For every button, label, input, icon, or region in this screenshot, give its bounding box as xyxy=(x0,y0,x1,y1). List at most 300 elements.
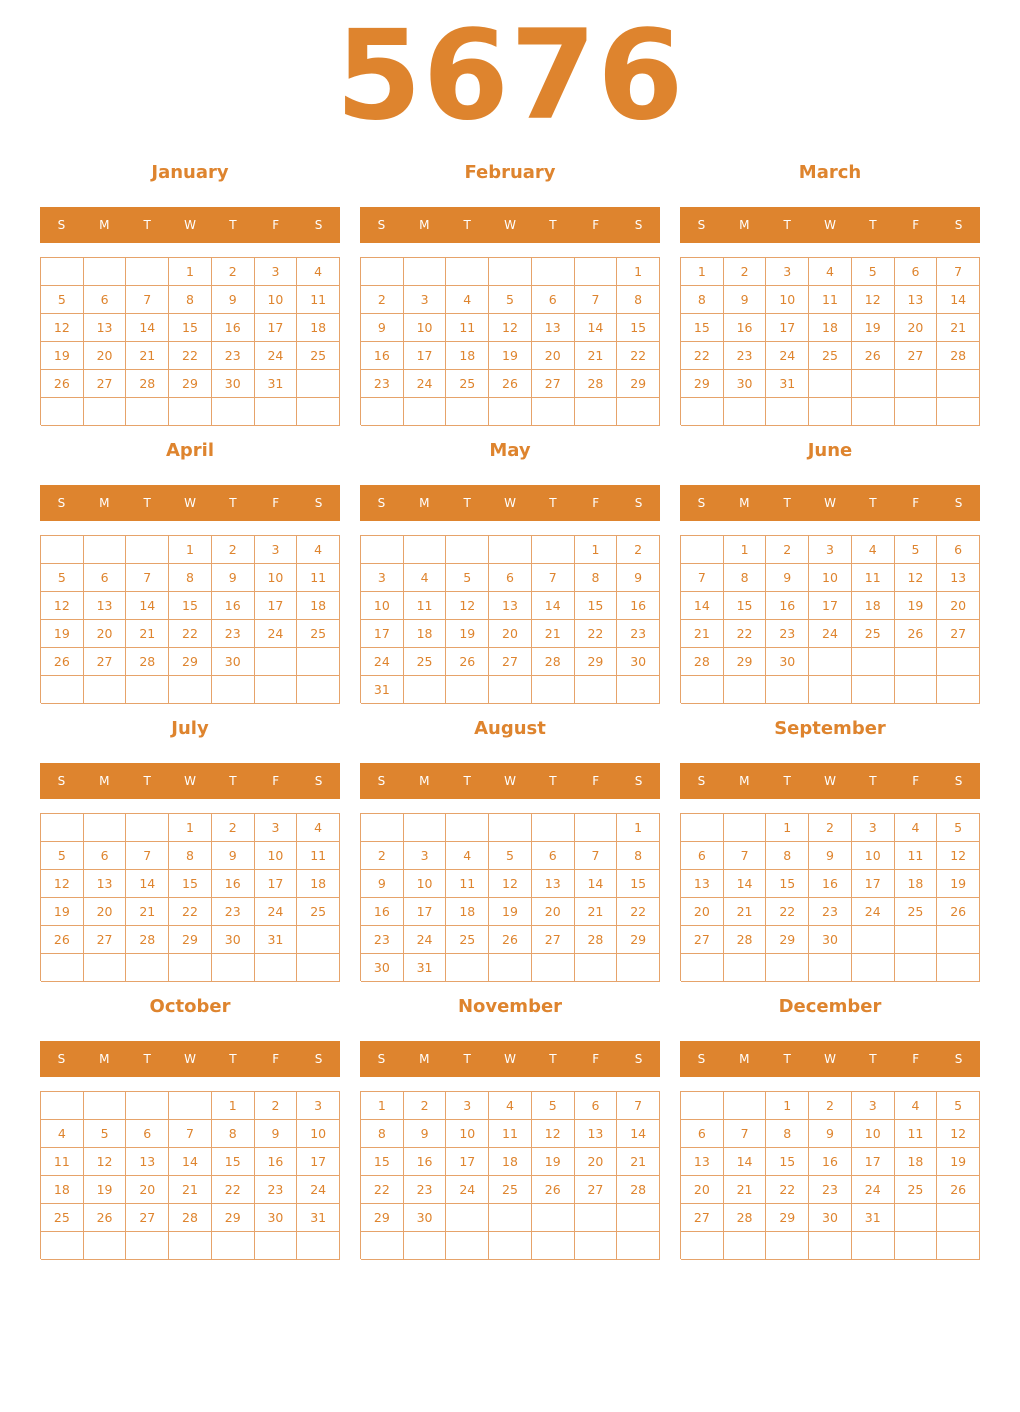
day-cell: 6 xyxy=(532,842,575,870)
day-cell: 7 xyxy=(126,564,169,592)
day-cell: 28 xyxy=(169,1204,212,1232)
day-cell: 24 xyxy=(404,926,447,954)
day-cell: 26 xyxy=(895,620,938,648)
weekday-label: M xyxy=(419,774,430,788)
month-name: October xyxy=(149,996,231,1017)
day-cell: 12 xyxy=(489,870,532,898)
weekday-label: T xyxy=(783,218,791,232)
day-cell xyxy=(126,398,169,426)
day-cell: 6 xyxy=(532,286,575,314)
day-cell xyxy=(169,676,212,704)
day-cell: 27 xyxy=(681,926,724,954)
day-cell xyxy=(895,1204,938,1232)
weekday-label: S xyxy=(314,774,323,788)
day-cell: 14 xyxy=(724,1148,767,1176)
day-cell: 15 xyxy=(724,592,767,620)
day-cell: 30 xyxy=(361,954,404,982)
day-cell: 29 xyxy=(766,926,809,954)
day-cell xyxy=(937,370,980,398)
day-cell: 17 xyxy=(255,592,298,620)
day-cell: 22 xyxy=(169,342,212,370)
weekday-label: M xyxy=(739,774,750,788)
day-cell: 20 xyxy=(532,898,575,926)
day-cell: 10 xyxy=(255,842,298,870)
day-cell xyxy=(212,954,255,982)
day-cell: 30 xyxy=(809,926,852,954)
day-cell: 10 xyxy=(809,564,852,592)
day-cell xyxy=(681,954,724,982)
day-cell xyxy=(255,648,298,676)
day-cell: 29 xyxy=(169,370,212,398)
day-cell: 1 xyxy=(575,536,618,564)
day-cell xyxy=(852,398,895,426)
day-cell: 15 xyxy=(169,592,212,620)
day-cell xyxy=(446,398,489,426)
day-cell: 30 xyxy=(404,1204,447,1232)
day-cell xyxy=(532,258,575,286)
day-cell xyxy=(169,954,212,982)
weekday-label: W xyxy=(824,1052,836,1066)
day-cell: 8 xyxy=(617,286,660,314)
day-cell: 18 xyxy=(446,342,489,370)
day-cell: 25 xyxy=(41,1204,84,1232)
day-cell: 14 xyxy=(169,1148,212,1176)
weekday-label: M xyxy=(739,218,750,232)
day-cell: 2 xyxy=(809,814,852,842)
weekday-label: T xyxy=(229,496,237,510)
day-cell: 20 xyxy=(84,620,127,648)
day-cell xyxy=(489,954,532,982)
day-cell xyxy=(809,370,852,398)
day-cell: 28 xyxy=(937,342,980,370)
day-cell: 16 xyxy=(212,592,255,620)
day-cell: 21 xyxy=(126,342,169,370)
weekday-label: F xyxy=(272,774,280,788)
day-cell: 21 xyxy=(169,1176,212,1204)
day-cell: 5 xyxy=(532,1092,575,1120)
day-cell: 8 xyxy=(617,842,660,870)
weekday-label: S xyxy=(377,496,386,510)
weekday-label: T xyxy=(463,1052,471,1066)
day-cell xyxy=(126,954,169,982)
day-cell: 25 xyxy=(895,898,938,926)
day-cell xyxy=(895,398,938,426)
weekday-label: S xyxy=(697,1052,706,1066)
day-cell: 1 xyxy=(212,1092,255,1120)
day-cell: 25 xyxy=(297,342,340,370)
day-cell: 6 xyxy=(84,286,127,314)
day-cell: 20 xyxy=(532,342,575,370)
day-cell xyxy=(489,536,532,564)
day-cell xyxy=(361,258,404,286)
weekday-label: S xyxy=(634,774,643,788)
weekday-label: T xyxy=(549,774,557,788)
day-cell xyxy=(681,536,724,564)
day-cell xyxy=(446,676,489,704)
day-cell xyxy=(212,676,255,704)
day-cell: 14 xyxy=(681,592,724,620)
day-cell: 1 xyxy=(169,814,212,842)
day-cell: 18 xyxy=(297,314,340,342)
day-cell xyxy=(575,676,618,704)
day-cell: 17 xyxy=(361,620,404,648)
day-cell xyxy=(681,814,724,842)
day-cell xyxy=(532,814,575,842)
day-cell: 12 xyxy=(852,286,895,314)
day-cell: 29 xyxy=(169,926,212,954)
day-cell: 11 xyxy=(297,842,340,870)
weekday-label: S xyxy=(57,1052,66,1066)
day-cell xyxy=(937,648,980,676)
day-cell xyxy=(84,258,127,286)
day-cell xyxy=(361,536,404,564)
weekday-label: T xyxy=(783,774,791,788)
day-cell: 23 xyxy=(724,342,767,370)
day-cell: 1 xyxy=(169,536,212,564)
day-cell: 19 xyxy=(84,1176,127,1204)
day-cell: 13 xyxy=(84,314,127,342)
day-cell: 1 xyxy=(617,258,660,286)
day-cell: 24 xyxy=(852,898,895,926)
day-cell xyxy=(489,814,532,842)
day-cell xyxy=(126,676,169,704)
day-cell xyxy=(532,1232,575,1260)
day-cell xyxy=(41,398,84,426)
day-grid xyxy=(680,257,980,425)
weekday-label: W xyxy=(504,774,516,788)
weekday-label: F xyxy=(912,496,920,510)
weekday-label: T xyxy=(549,218,557,232)
day-cell: 13 xyxy=(489,592,532,620)
day-cell xyxy=(575,398,618,426)
day-cell: 9 xyxy=(212,286,255,314)
day-cell xyxy=(255,1232,298,1260)
weekday-label: T xyxy=(463,496,471,510)
weekday-label: M xyxy=(739,496,750,510)
day-cell: 3 xyxy=(297,1092,340,1120)
day-cell xyxy=(895,676,938,704)
day-cell: 30 xyxy=(617,648,660,676)
weekday-header xyxy=(40,1041,340,1077)
day-cell: 10 xyxy=(766,286,809,314)
day-cell xyxy=(532,676,575,704)
day-cell: 3 xyxy=(255,258,298,286)
month-name: November xyxy=(457,996,563,1017)
day-cell xyxy=(84,676,127,704)
day-cell: 18 xyxy=(41,1176,84,1204)
day-cell: 5 xyxy=(41,564,84,592)
day-cell: 8 xyxy=(169,842,212,870)
day-cell: 8 xyxy=(361,1120,404,1148)
day-cell xyxy=(41,1232,84,1260)
day-cell xyxy=(681,1232,724,1260)
day-cell xyxy=(41,1092,84,1120)
day-cell: 5 xyxy=(41,842,84,870)
day-cell: 17 xyxy=(446,1148,489,1176)
day-cell: 24 xyxy=(766,342,809,370)
weekday-label: S xyxy=(57,774,66,788)
weekday-label: S xyxy=(314,1052,323,1066)
day-cell: 1 xyxy=(724,536,767,564)
day-cell: 21 xyxy=(575,898,618,926)
day-cell xyxy=(41,258,84,286)
day-cell: 14 xyxy=(617,1120,660,1148)
day-cell: 28 xyxy=(126,370,169,398)
day-cell: 14 xyxy=(575,870,618,898)
day-cell: 19 xyxy=(489,898,532,926)
day-cell xyxy=(724,1092,767,1120)
day-cell: 19 xyxy=(41,342,84,370)
day-grid xyxy=(40,257,340,425)
weekday-header xyxy=(680,1041,980,1077)
day-cell: 27 xyxy=(681,1204,724,1232)
weekday-label: M xyxy=(739,1052,750,1066)
weekday-header xyxy=(680,207,980,243)
day-cell: 17 xyxy=(809,592,852,620)
weekday-label: T xyxy=(143,1052,151,1066)
day-cell: 5 xyxy=(895,536,938,564)
day-cell: 6 xyxy=(681,1120,724,1148)
weekday-label: F xyxy=(592,218,600,232)
day-cell: 27 xyxy=(937,620,980,648)
day-cell: 12 xyxy=(41,314,84,342)
day-cell: 7 xyxy=(681,564,724,592)
day-cell: 4 xyxy=(297,814,340,842)
day-cell: 5 xyxy=(937,814,980,842)
day-cell xyxy=(489,676,532,704)
weekday-label: S xyxy=(954,496,963,510)
day-cell xyxy=(724,1232,767,1260)
day-cell xyxy=(532,536,575,564)
day-cell: 13 xyxy=(84,592,127,620)
day-cell: 11 xyxy=(404,592,447,620)
day-cell: 9 xyxy=(617,564,660,592)
day-cell: 3 xyxy=(809,536,852,564)
day-cell: 11 xyxy=(446,314,489,342)
day-cell xyxy=(404,676,447,704)
day-cell xyxy=(404,536,447,564)
day-cell: 24 xyxy=(404,370,447,398)
day-cell xyxy=(126,814,169,842)
day-cell: 2 xyxy=(212,814,255,842)
day-cell: 24 xyxy=(255,342,298,370)
day-cell: 9 xyxy=(255,1120,298,1148)
weekday-header xyxy=(680,763,980,799)
day-cell: 11 xyxy=(895,842,938,870)
day-cell: 21 xyxy=(575,342,618,370)
weekday-label: F xyxy=(592,496,600,510)
day-cell: 8 xyxy=(212,1120,255,1148)
weekday-label: W xyxy=(824,496,836,510)
day-cell: 29 xyxy=(681,370,724,398)
day-cell: 17 xyxy=(255,314,298,342)
day-cell: 29 xyxy=(617,926,660,954)
month-name: December xyxy=(778,996,882,1017)
weekday-label: T xyxy=(869,774,877,788)
day-cell: 8 xyxy=(766,842,809,870)
day-cell: 26 xyxy=(84,1204,127,1232)
day-cell: 9 xyxy=(809,842,852,870)
day-cell xyxy=(126,258,169,286)
day-cell: 24 xyxy=(446,1176,489,1204)
day-cell: 6 xyxy=(126,1120,169,1148)
day-cell xyxy=(446,1204,489,1232)
weekday-label: S xyxy=(697,774,706,788)
day-cell: 31 xyxy=(255,370,298,398)
day-cell: 17 xyxy=(852,1148,895,1176)
day-cell xyxy=(84,954,127,982)
weekday-label: S xyxy=(314,218,323,232)
day-cell: 26 xyxy=(41,926,84,954)
day-cell: 15 xyxy=(766,870,809,898)
day-cell: 29 xyxy=(766,1204,809,1232)
day-cell: 4 xyxy=(446,842,489,870)
day-cell: 2 xyxy=(617,536,660,564)
day-cell: 15 xyxy=(617,314,660,342)
day-cell: 16 xyxy=(809,1148,852,1176)
day-cell: 25 xyxy=(895,1176,938,1204)
weekday-label: T xyxy=(229,1052,237,1066)
day-cell xyxy=(126,1232,169,1260)
day-cell xyxy=(489,398,532,426)
day-cell xyxy=(617,1232,660,1260)
day-cell: 4 xyxy=(41,1120,84,1148)
day-cell: 27 xyxy=(84,926,127,954)
weekday-label: T xyxy=(869,496,877,510)
day-cell xyxy=(446,814,489,842)
day-cell xyxy=(937,954,980,982)
day-cell: 9 xyxy=(809,1120,852,1148)
day-cell: 26 xyxy=(41,370,84,398)
day-cell: 15 xyxy=(681,314,724,342)
day-cell: 19 xyxy=(41,898,84,926)
day-cell xyxy=(84,398,127,426)
day-cell: 25 xyxy=(852,620,895,648)
day-cell xyxy=(895,370,938,398)
weekday-label: S xyxy=(954,1052,963,1066)
weekday-label: S xyxy=(377,1052,386,1066)
day-cell: 2 xyxy=(212,258,255,286)
weekday-label: F xyxy=(272,496,280,510)
day-cell: 28 xyxy=(126,926,169,954)
day-cell xyxy=(297,648,340,676)
day-cell: 30 xyxy=(255,1204,298,1232)
day-cell xyxy=(169,1092,212,1120)
day-cell xyxy=(212,398,255,426)
day-cell xyxy=(532,398,575,426)
day-cell: 18 xyxy=(852,592,895,620)
day-cell: 8 xyxy=(169,286,212,314)
day-cell: 30 xyxy=(766,648,809,676)
day-cell: 3 xyxy=(404,286,447,314)
day-cell: 25 xyxy=(446,926,489,954)
day-cell xyxy=(937,1232,980,1260)
day-cell: 3 xyxy=(852,1092,895,1120)
day-cell: 4 xyxy=(446,286,489,314)
day-cell xyxy=(169,398,212,426)
day-cell: 3 xyxy=(404,842,447,870)
day-cell: 30 xyxy=(724,370,767,398)
day-cell xyxy=(681,676,724,704)
day-cell: 4 xyxy=(489,1092,532,1120)
day-cell: 23 xyxy=(212,620,255,648)
day-cell: 12 xyxy=(489,314,532,342)
day-cell: 11 xyxy=(489,1120,532,1148)
day-cell xyxy=(895,648,938,676)
day-cell: 9 xyxy=(361,314,404,342)
day-cell: 21 xyxy=(126,620,169,648)
day-cell: 10 xyxy=(852,1120,895,1148)
weekday-label: S xyxy=(314,496,323,510)
day-cell: 6 xyxy=(489,564,532,592)
day-cell: 12 xyxy=(41,592,84,620)
day-cell: 29 xyxy=(212,1204,255,1232)
day-cell: 16 xyxy=(255,1148,298,1176)
day-cell: 8 xyxy=(766,1120,809,1148)
day-cell xyxy=(937,398,980,426)
day-cell xyxy=(255,954,298,982)
day-cell: 28 xyxy=(681,648,724,676)
day-cell xyxy=(575,1232,618,1260)
month-name: July xyxy=(171,718,209,739)
day-cell xyxy=(297,398,340,426)
day-cell xyxy=(446,258,489,286)
day-cell: 3 xyxy=(255,536,298,564)
day-cell: 19 xyxy=(937,870,980,898)
weekday-label: S xyxy=(634,1052,643,1066)
day-cell xyxy=(724,954,767,982)
day-cell: 9 xyxy=(212,564,255,592)
day-cell xyxy=(852,954,895,982)
day-cell xyxy=(84,814,127,842)
weekday-header xyxy=(360,1041,660,1077)
day-cell: 14 xyxy=(937,286,980,314)
day-cell: 16 xyxy=(212,870,255,898)
day-cell: 16 xyxy=(404,1148,447,1176)
day-cell: 26 xyxy=(852,342,895,370)
day-cell: 11 xyxy=(809,286,852,314)
day-cell: 11 xyxy=(297,286,340,314)
day-cell: 25 xyxy=(446,370,489,398)
weekday-header xyxy=(360,485,660,521)
day-cell: 22 xyxy=(361,1176,404,1204)
day-grid xyxy=(680,813,980,981)
day-cell: 4 xyxy=(297,536,340,564)
day-cell: 13 xyxy=(895,286,938,314)
day-cell xyxy=(297,370,340,398)
day-grid xyxy=(40,1091,340,1259)
day-cell: 12 xyxy=(895,564,938,592)
day-cell xyxy=(852,676,895,704)
day-cell: 10 xyxy=(852,842,895,870)
day-cell: 24 xyxy=(255,620,298,648)
day-cell xyxy=(895,1232,938,1260)
month-name: February xyxy=(464,162,556,183)
weekday-label: S xyxy=(954,774,963,788)
day-cell: 13 xyxy=(532,314,575,342)
day-cell: 17 xyxy=(404,898,447,926)
day-cell xyxy=(404,1232,447,1260)
day-cell: 24 xyxy=(809,620,852,648)
weekday-label: W xyxy=(824,218,836,232)
day-cell: 11 xyxy=(41,1148,84,1176)
weekday-label: F xyxy=(272,218,280,232)
weekday-label: T xyxy=(229,774,237,788)
day-cell: 4 xyxy=(895,1092,938,1120)
day-cell: 19 xyxy=(532,1148,575,1176)
day-cell xyxy=(852,370,895,398)
day-cell: 27 xyxy=(532,370,575,398)
